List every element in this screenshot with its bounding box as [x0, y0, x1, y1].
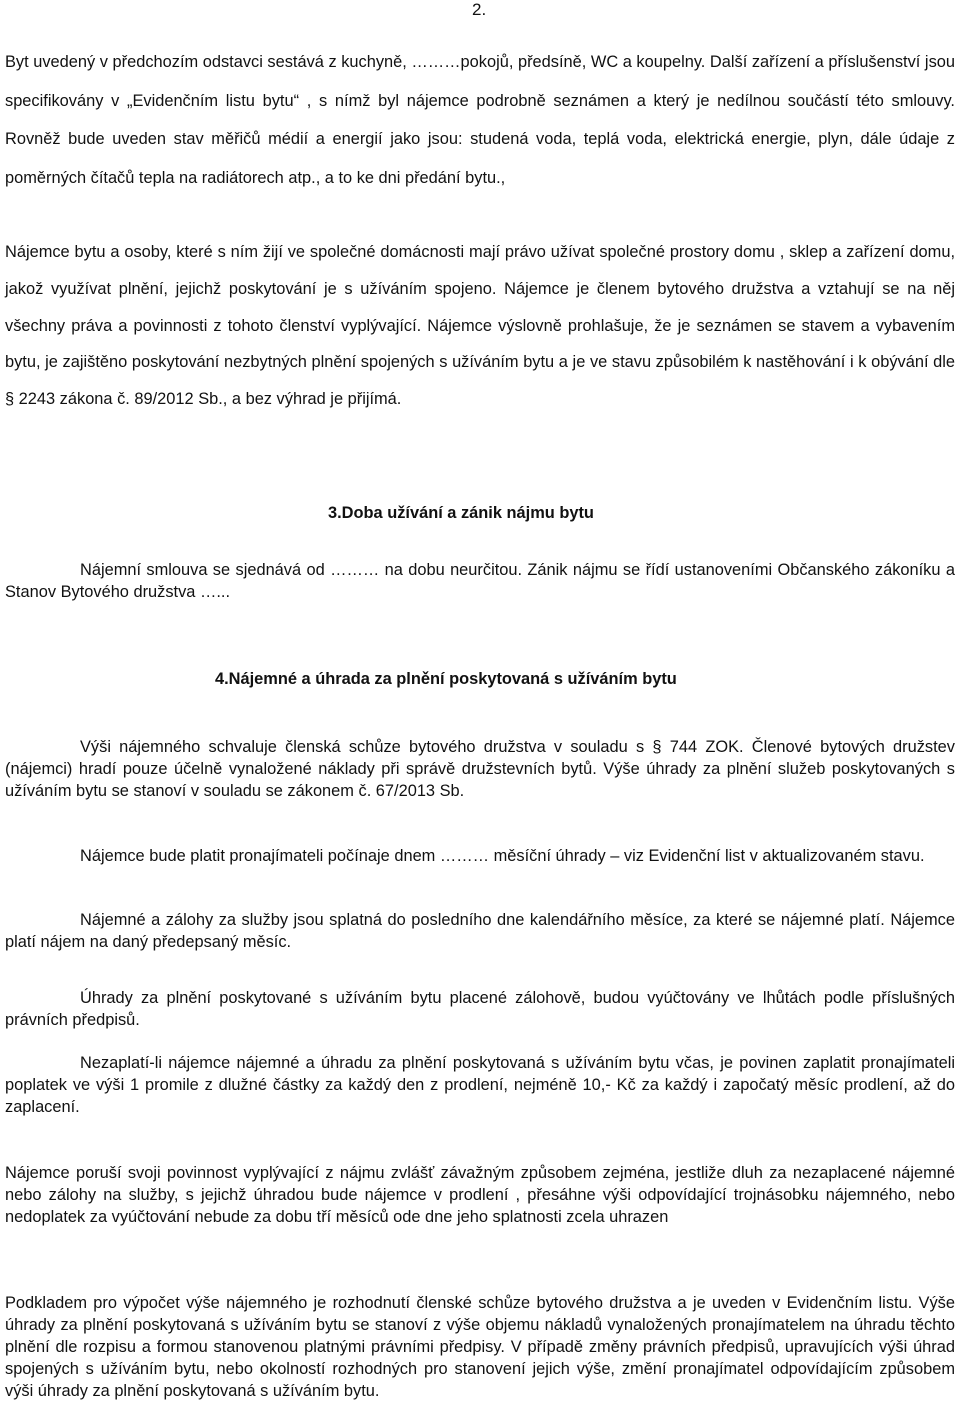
section-3-text: Nájemní smlouva se sjednává od ……… na dobu neurčitou. Zánik nájmu se řídí ustanoveními Občanského zákoníku a Stanov Bytového družstva …...: [5, 561, 955, 601]
section-4-paragraph-settlement: Úhrady za plnění poskytované s užíváním bytu placené zálohově, budou vyúčtovány ve lhůtách podle příslušných právních předpisů.: [5, 989, 955, 1029]
section-4-paragraph-late-fee: Nezaplatí-li nájemce nájemné a úhradu za plnění poskytovaná s užíváním bytu včas, je povinen zaplatit pronajímateli poplatek ve výši 1 promile z dlužné částky za každý den z prodlení, nejméně 10,- Kč za každý i započatý měsíc prodlení, až do zaplacení.: [5, 1054, 955, 1116]
section-4-paragraph-payment-start: Nájemce bude platit pronajímateli počínaje dnem ……… měsíční úhrady – viz Evidenční list v aktualizovaném stavu.: [80, 847, 925, 865]
section-4-heading: 4.Nájemné a úhrada za plnění poskytovaná s užíváním bytu: [215, 670, 677, 688]
paragraph-apartment-description: Byt uvedený v předchozím odstavci sestává z kuchyně, ………pokojů, předsíně, WC a koupelny. Další zařízení a příslušenství jsou specifikovány v „Evidenčním listu bytu“ , s nímž byl nájemce podrobně seznámen a který je nedílnou součástí této smlouvy. Rovněž bude uveden stav měřičů médií a energií jako jsou: studená voda, teplá voda, elektrická energie, plyn, dále údaje z poměrných čítačů tepla na radiátorech atp., a to ke dni předání bytu.,: [5, 53, 955, 187]
section-3-heading: 3.Doba užívání a zánik nájmu bytu: [328, 504, 594, 522]
section-4-paragraph-due-date: Nájemné a zálohy za služby jsou splatná do posledního dne kalendářního měsíce, za které se nájemné platí. Nájemce platí nájem na daný předepsaný měsíc.: [5, 911, 955, 951]
paragraph-rent-calculation-basis: Podkladem pro výpočet výše nájemného je rozhodnutí členské schůze bytového družstva a je uveden v Evidenčním listu. Výše úhrady za plnění poskytovaná s užíváním bytu se stanoví z výše objemu nákladů vynaložených pronajímatelem na úhradu těchto plnění dle rozpisu a formou stanovenou platnými právními předpisy. V případě změny právních předpisů, upravujících výši úhrad spojených s užíváním bytu, nebo okolností rozhodných pro stanovení jejich výše, změní pronajímatel odpovídajícím způsobem výši úhrady za plnění poskytovaná s užíváním bytu.: [5, 1294, 955, 1400]
paragraph-breach-of-duty: Nájemce poruší svoji povinnost vyplývající z nájmu zvlášť závažným způsobem zejména, jestliže dluh za nezaplacené nájemné nebo zálohy na služby, s jejichž úhradou bude nájemce v prodlení , přesáhne výši odpovídající trojnásobku nájemného, nebo nedoplatek za vyúčtování nebude za dobu tří měsíců ode dne jeho splatnosti zcela uhrazen: [5, 1164, 955, 1226]
section-4-paragraph-rent-approval: Výši nájemného schvaluje členská schůze bytového družstva v souladu s § 744 ZOK. Členové bytových družstev (nájemci) hradí pouze účelně vynaložené náklady při správě družstevních bytů. Výše úhrady za plnění služeb poskytovaných s užíváním bytu se stanoví v souladu se zákonem č. 67/2013 Sb.: [5, 738, 955, 800]
page-number: 2.: [472, 0, 487, 19]
paragraph-tenant-rights: Nájemce bytu a osoby, které s ním žijí ve společné domácnosti mají právo užívat společné prostory domu , sklep a zařízení domu, jakož využívat plnění, jejichž poskytování je s užíváním spojeno. Nájemce je členem bytového družstva a vztahují se na něj všechny práva a povinnosti z tohoto členství vyplývající. Nájemce výslovně prohlašuje, že je seznámen se stavem a vybavením bytu, je zajištěno poskytování nezbytných plnění spojených s užíváním bytu a je ve stavu způsobilém k nastěhování i k obývání dle § 2243 zákona č. 89/2012 Sb., a bez výhrad je přijímá.: [5, 243, 955, 409]
